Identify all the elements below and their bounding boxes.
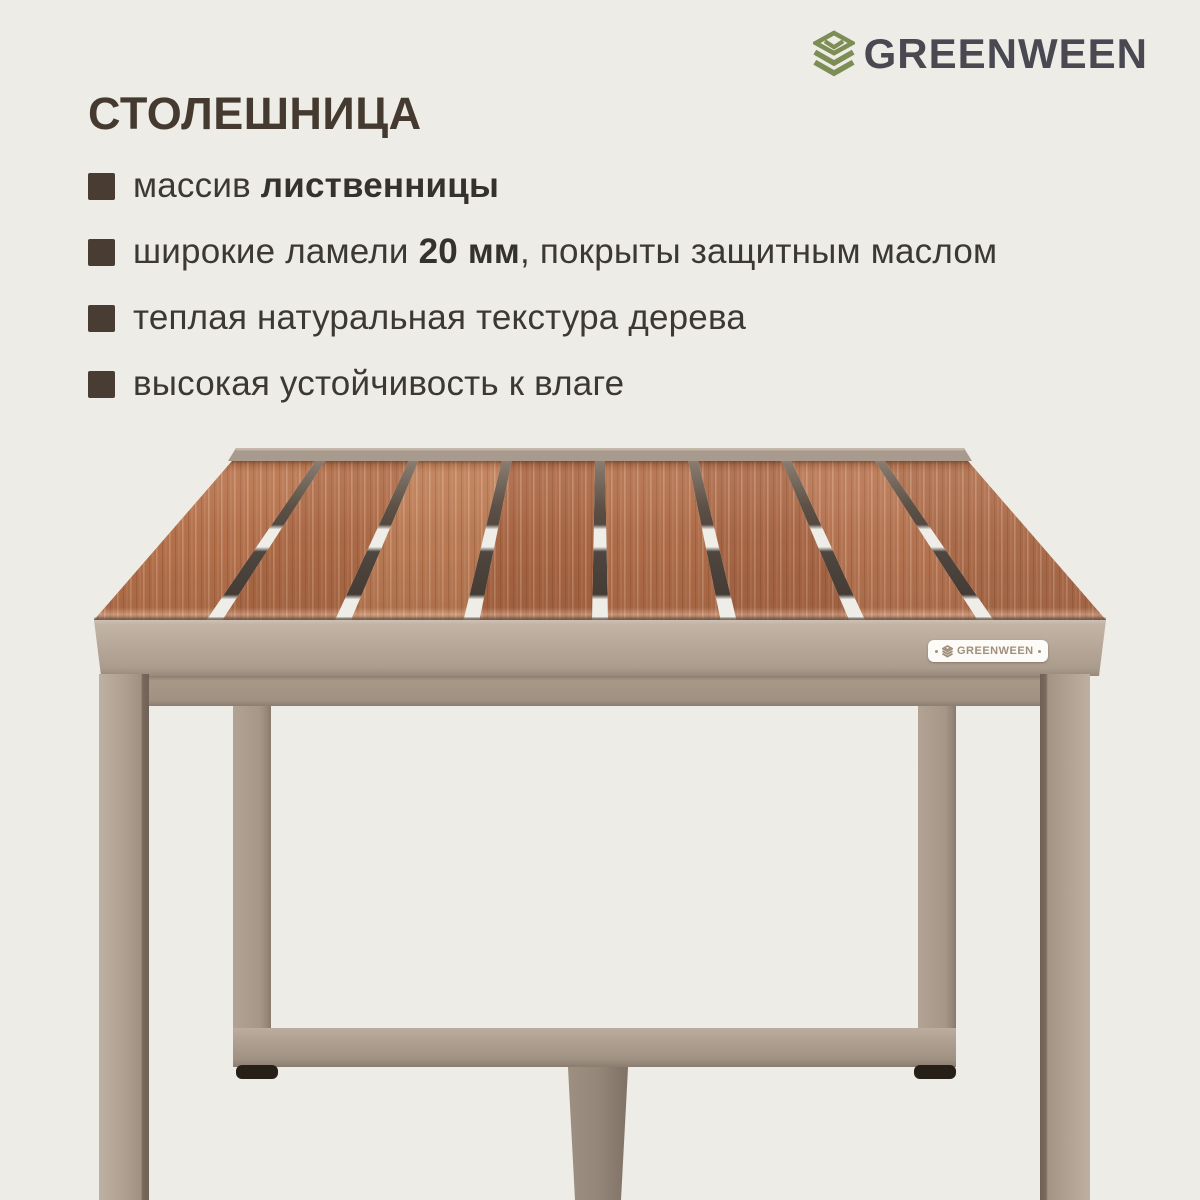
page-title: СТОЛЕШНИЦА (88, 88, 422, 139)
feature-item-lamellas (88, 232, 1158, 272)
badge-dot-icon (935, 650, 938, 653)
front-left-leg (99, 674, 149, 1200)
tabletop-wood-slats (94, 461, 1106, 620)
feature-text: массив лиственницы (133, 166, 500, 205)
rear-left-leg (233, 706, 271, 1067)
feature-list (88, 166, 1158, 430)
rear-right-leg (918, 706, 956, 1067)
feature-item-texture (88, 298, 1158, 338)
feature-item-moisture (88, 364, 1158, 404)
feature-text: высокая устойчивость к влаге (133, 364, 625, 403)
left-foot-pad (236, 1065, 278, 1079)
bottom-crossbar (233, 1028, 956, 1067)
bullet-square-icon (88, 371, 115, 398)
badge-text: GREENWEEN (957, 645, 1034, 657)
badge-logo-icon (942, 645, 953, 658)
front-right-leg (1040, 674, 1090, 1200)
badge-dot-icon (1038, 650, 1041, 653)
table-under-rail (149, 676, 1041, 706)
right-foot-pad (914, 1065, 956, 1079)
tabletop-back-rim (228, 448, 972, 461)
greenween-logo-icon (813, 30, 855, 78)
feature-text: широкие ламели 20 мм, покрыты защитным маслом (133, 232, 998, 271)
bullet-square-icon (88, 239, 115, 266)
brand-logo-text: GREENWEEN (863, 30, 1148, 77)
brand-logo (813, 30, 1148, 78)
bullet-square-icon (88, 173, 115, 200)
bullet-square-icon (88, 305, 115, 332)
feature-item-material (88, 166, 1158, 206)
feature-text: теплая натуральная текстура дерева (133, 298, 747, 337)
frame-brand-badge (928, 640, 1048, 662)
